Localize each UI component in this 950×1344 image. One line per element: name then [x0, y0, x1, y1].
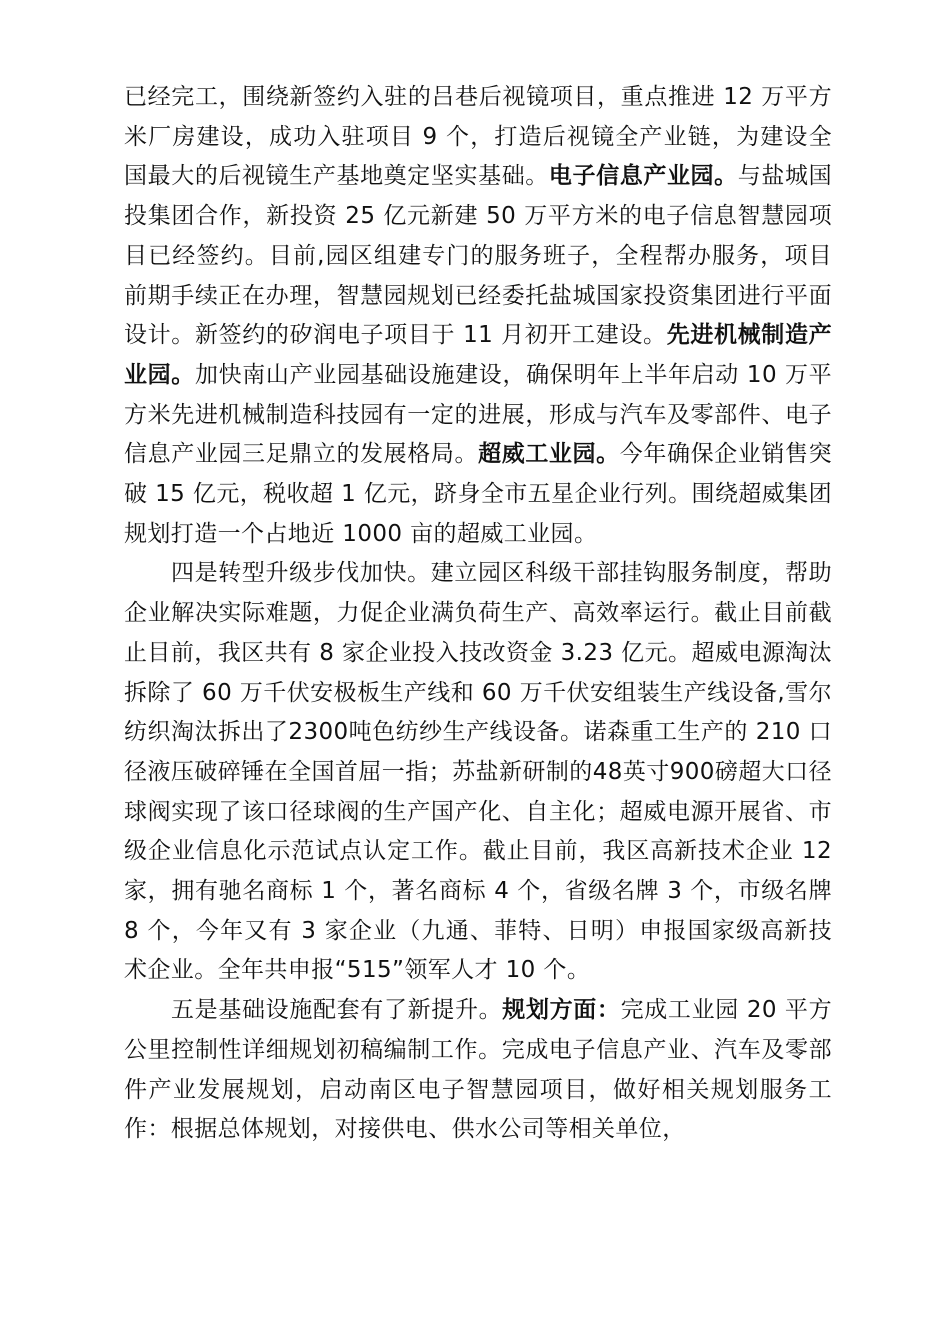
- paragraph-industrial-parks: [124, 78, 832, 554]
- paragraph-text: 与盐城国投集团合作，新投资 25 亿元新建 50 万平方米的电子信息智慧园项目已经签约。目前,园区组建专门的服务班子，全程帮办服务，项目前期手续正在办理，智慧园规划已经委托盐城国家投资集团进行平面设计。新签约的矽润电子项目于 11 月初开工建设。: [124, 163, 833, 349]
- paragraph-text: 已经完工，围绕新签约入驻的吕巷后视镜项目，重点推进 12 万平方米厂房建设，成功入驻项目 9 个，打造后视镜全产业链，为建设全国最大的后视镜生产基地奠定坚实基础。: [124, 84, 832, 190]
- paragraph-text: 加快南山产业园基础设施建设，确保明年上半年启动 10 万平方米先进机械制造科技园有一定的进展，形成与汽车及零部件、电子信息产业园三足鼎立的发展格局。: [124, 361, 832, 468]
- paragraph-text: 完成工业园 20 平方公里控制性详细规划初稿编制工作。完成电子信息产业、汽车及零部件产业发展规划，启动南区电子智慧园项目，做好相关规划服务工作：根据总体规划，对接供电、供水公司等相关单位，: [124, 997, 832, 1143]
- heading-planning-aspect: 规划方面：: [502, 997, 621, 1024]
- paragraph-text: 五是基础设施配套有了新提升。: [171, 997, 503, 1024]
- paragraph-text: 今年确保企业销售突破 15 亿元，税收超 1 亿元，跻身全市五星企业行列。围绕超威集团规划打造一个占地近 1000 亩的超威工业园。: [124, 441, 833, 547]
- heading-advanced-machinery-park: 先进机械制造产业园。: [124, 322, 832, 388]
- document-page: [124, 78, 832, 1150]
- paragraph-transformation-upgrade: [124, 554, 832, 991]
- heading-chaowei-industrial-park: 超威工业园。: [478, 441, 620, 468]
- paragraph-infrastructure: [124, 991, 832, 1150]
- paragraph-text: 四是转型升级步伐加快。建立园区科级干部挂钩服务制度，帮助企业解决实际难题，力促企业满负荷生产、高效率运行。截止目前截止目前，我区共有 8 家企业投入技改资金 3.23 亿元。超威电源淘汰拆除了 60 万千伏安极板生产线和 60 万千伏安组装生产线设备,雪尔纺织淘汰拆出了2300吨色纺纱生产线设备。诺森重工生产的 210 口径液压破碎锤在全国首屈一指；苏盐新研制的48英寸900磅超大口径球阀实现了该口径球阀的生产国产化、自主化；超威电源开展省、市级企业信息化示范试点认定工作。截止目前，我区高新技术企业 12 家，拥有驰名商标 1 个，著名商标 4 个，省级名牌 3 个，市级名牌 8 个，今年又有 3 家企业（九通、菲特、日明）申报国家级高新技术企业。全年共申报“515”领军人才 10 个。: [124, 560, 832, 984]
- heading-electronic-info-park: 电子信息产业园。: [548, 163, 738, 190]
